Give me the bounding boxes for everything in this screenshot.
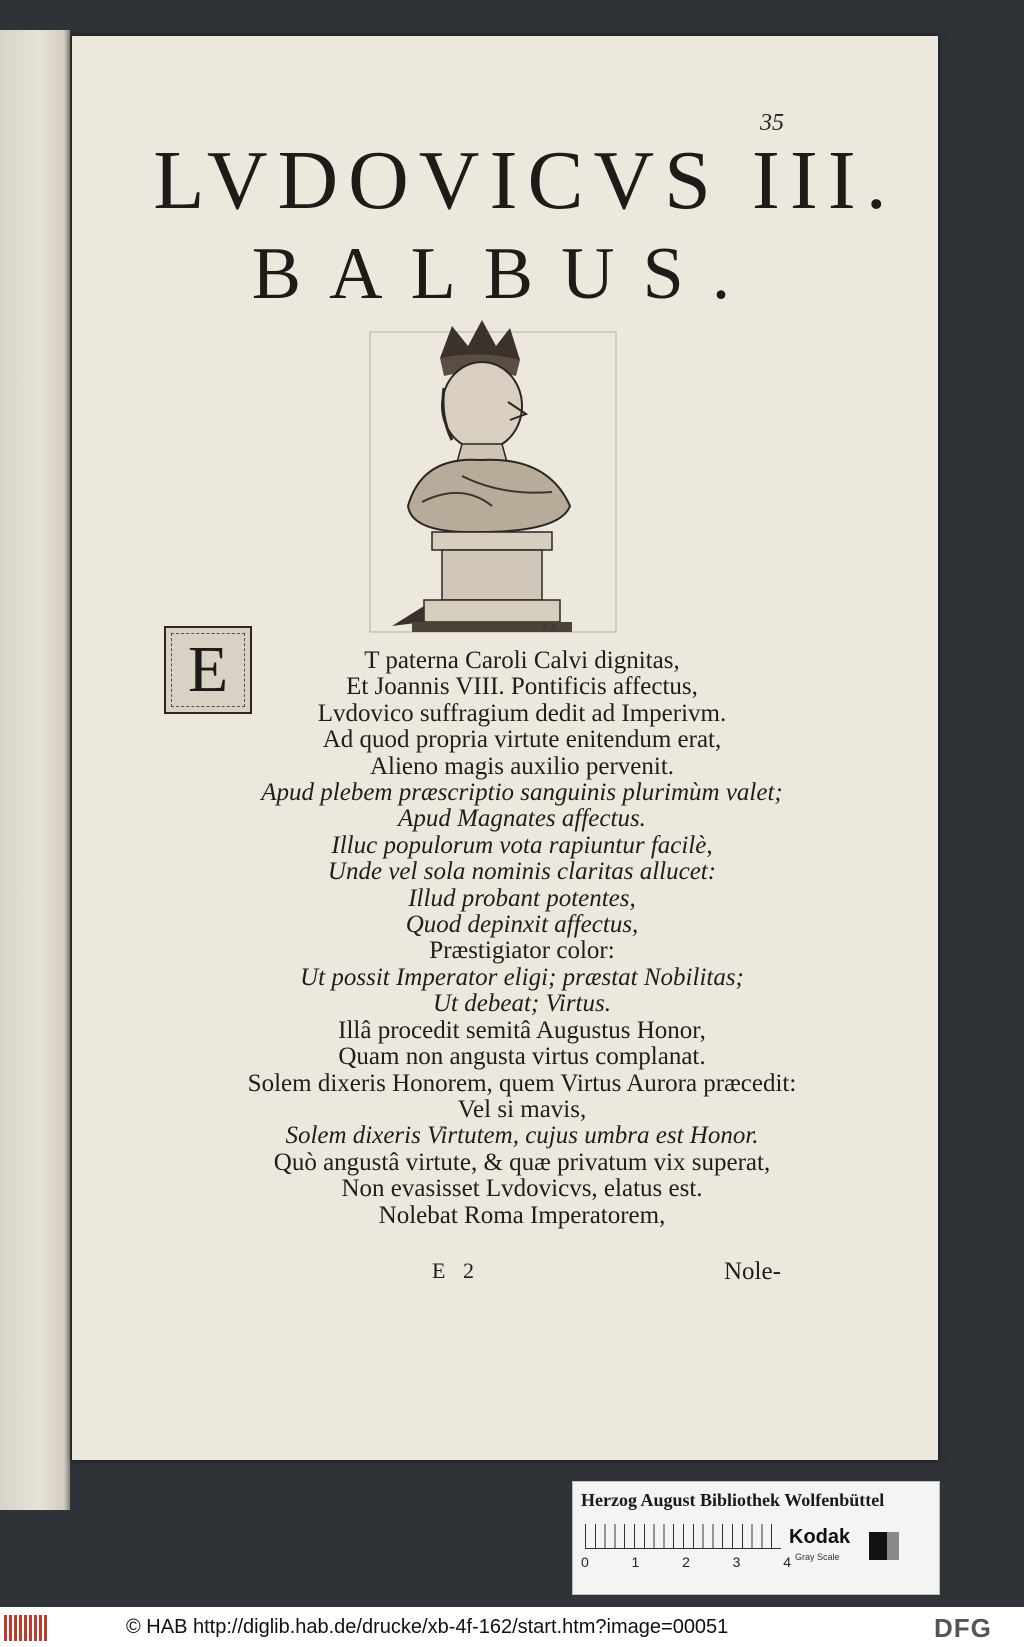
verse-line: Ut debeat; Virtus.	[433, 990, 611, 1018]
verse-line: Vel si mavis,	[457, 1095, 587, 1123]
ruler-ticks	[585, 1524, 781, 1549]
bust-portrait-engraving	[312, 306, 652, 666]
ruler-number: 0	[581, 1554, 589, 1570]
verse-line: Illâ procedit semitâ Augustus Honor,	[338, 1016, 706, 1044]
verse-line: Et Joannis VIII. Pontificis affectus,	[346, 673, 698, 701]
title-line-2: BALBUS.	[251, 233, 759, 315]
verse-line: Ad quod propria virtute enitendum erat,	[322, 726, 722, 754]
viewer-footer	[0, 1607, 1024, 1647]
verse-line: Apud plebem præscriptio sanguinis plurimùm valet;	[261, 779, 783, 807]
verse-line: Non evasisset Lvdovicvs, elatus est.	[341, 1175, 703, 1203]
kodak-brand: Kodak	[789, 1526, 851, 1548]
verse-line: T paterna Caroli Calvi dignitas,	[364, 647, 680, 674]
facing-page-edge	[0, 30, 70, 1510]
ruler-number: 1	[631, 1554, 640, 1570]
color-scale-card	[572, 1481, 940, 1595]
catchword: Nole-	[724, 1258, 781, 1285]
ruler-numbers	[581, 1554, 791, 1570]
engraver-mark: S.B.	[542, 622, 560, 634]
verse-line: Lvdovico suffragium dedit ad Imperivm.	[317, 699, 727, 727]
hab-logo-icon[interactable]	[4, 1615, 48, 1641]
verse-line: Alieno magis auxilio pervenit.	[369, 752, 675, 780]
copyright-link[interactable]: © HAB http://diglib.hab.de/drucke/xb-4f-162/start.htm?image=00051	[126, 1616, 729, 1638]
gray-scale-label: Gray Scale	[795, 1552, 840, 1562]
gray-patch-dark	[869, 1532, 887, 1560]
gray-patch-light	[887, 1532, 899, 1560]
verse-line: Solem dixeris Honorem, quem Virtus Aurora præcedit:	[247, 1069, 797, 1097]
verse-line: Apud Magnates affectus.	[398, 805, 646, 833]
decorated-initial: E	[164, 626, 252, 714]
verse-line: Præstigiator color:	[429, 937, 615, 965]
verse-line: Unde vel sola nominis claritas allucet:	[327, 858, 717, 886]
verse-line: Quò angustâ virtute, & quæ privatum vix superat,	[273, 1148, 771, 1176]
signature-mark: E 2	[432, 1258, 480, 1283]
book-page	[72, 36, 938, 1460]
ruler-number: 4	[783, 1554, 791, 1570]
ruler-number: 3	[732, 1554, 741, 1570]
title-line-1: LVDOVICVS III.	[153, 134, 897, 227]
institution-label: Herzog August Bibliothek Wolfenbüttel	[581, 1490, 885, 1510]
verse-line: Quod depinxit affectus,	[405, 911, 639, 939]
page-number: 35	[760, 110, 784, 136]
dfg-logo[interactable]: DFG	[934, 1613, 992, 1643]
verse-line: Solem dixeris Virtutem, cujus umbra est Honor.	[285, 1122, 759, 1150]
verse-line: Illud probant potentes,	[408, 884, 636, 912]
verse-text	[142, 648, 902, 1229]
ruler-number: 2	[682, 1554, 690, 1570]
verse-line: Illuc populorum vota rapiuntur facilè,	[331, 831, 713, 859]
verse-line: Ut possit Imperator eligi; præstat Nobilitas;	[300, 963, 744, 991]
verse-line: Nolebat Roma Imperatorem,	[378, 1201, 666, 1229]
verse-line: Quam non angusta virtus complanat.	[338, 1043, 706, 1071]
